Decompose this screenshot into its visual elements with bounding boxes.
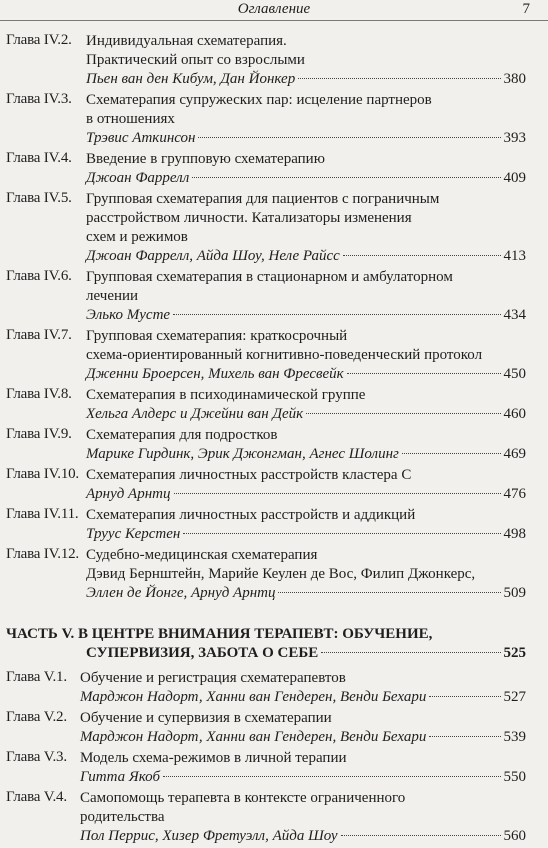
- chapter-authors: Элько Мусте: [86, 307, 171, 323]
- running-header: [0, 0, 548, 21]
- chapter-authors-line: [86, 129, 526, 148]
- chapter-label: Глава V.3.: [6, 749, 67, 765]
- dot-leader: [163, 776, 501, 777]
- chapter-authors-line: [86, 169, 526, 188]
- chapter-body: [86, 466, 526, 504]
- part-iv-chapters: [6, 32, 526, 603]
- chapter-label: Глава IV.7.: [6, 327, 72, 343]
- dot-leader: [341, 835, 501, 836]
- chapter-title-line: схема-ориентированный когнитивно-поведенческий протокол: [86, 347, 483, 363]
- chapter-page: 413: [503, 248, 526, 264]
- chapter-authors-line: [86, 247, 526, 266]
- toc-entry[interactable]: [6, 506, 526, 544]
- dot-leader: [198, 137, 500, 138]
- chapter-body: [86, 546, 526, 603]
- chapter-title-line: Самопомощь терапевта в контексте ограниченного: [80, 790, 406, 806]
- chapter-page: 460: [503, 406, 526, 422]
- part-v-heading[interactable]: [6, 625, 526, 663]
- chapter-authors: Арнуд Арнтц: [86, 486, 171, 502]
- chapter-label: Глава IV.9.: [6, 426, 72, 442]
- chapter-authors-line: [86, 445, 526, 464]
- table-of-contents: [6, 32, 526, 848]
- chapter-page: 527: [503, 689, 526, 705]
- dot-leader: [192, 177, 500, 178]
- chapter-authors: Гитта Якоб: [80, 769, 160, 785]
- chapter-page: 550: [503, 769, 526, 785]
- chapter-label: Глава IV.2.: [6, 32, 72, 48]
- chapter-authors: Джоан Фаррелл, Айда Шоу, Неле Райсс: [86, 248, 340, 264]
- chapter-label: Глава IV.11.: [6, 506, 79, 522]
- chapter-page: 498: [503, 526, 526, 542]
- chapter-body: [80, 669, 526, 707]
- chapter-authors-line: [86, 365, 526, 384]
- chapter-body: [86, 386, 526, 424]
- part-v-chapters: [6, 669, 526, 846]
- toc-entry[interactable]: [6, 709, 526, 747]
- toc-entry[interactable]: [6, 32, 526, 89]
- chapter-title-line: Групповая схематерапия для пациентов с пограничным: [86, 191, 440, 207]
- chapter-authors: Пол Перрис, Хизер Фретуэлл, Айда Шоу: [80, 828, 338, 844]
- chapter-label: Глава IV.10.: [6, 466, 79, 482]
- chapter-label: Глава V.1.: [6, 669, 67, 685]
- toc-entry[interactable]: [6, 268, 526, 325]
- toc-entry[interactable]: [6, 669, 526, 707]
- chapter-body: [86, 327, 526, 384]
- chapter-title-line: Схематерапия в психодинамической группе: [86, 387, 366, 403]
- chapter-label: Глава IV.12.: [6, 546, 79, 562]
- chapter-body: [86, 268, 526, 325]
- chapter-label: Глава IV.4.: [6, 150, 72, 166]
- part-v-title-line2: [6, 644, 526, 663]
- toc-entry[interactable]: [6, 749, 526, 787]
- chapter-label: Глава IV.8.: [6, 386, 72, 402]
- chapter-page: 409: [503, 170, 526, 186]
- chapter-title-line: Схематерапия супружеских пар: исцеление партнеров: [86, 92, 432, 108]
- chapter-page: 509: [503, 585, 526, 601]
- dot-leader: [343, 255, 501, 256]
- chapter-title-line: Судебно-медицинская схематерапия: [86, 547, 318, 563]
- page-number: 7: [522, 1, 530, 17]
- toc-entry[interactable]: [6, 466, 526, 504]
- dot-leader: [402, 453, 501, 454]
- chapter-authors: Труус Керстен: [86, 526, 181, 542]
- chapter-authors-line: [86, 70, 526, 89]
- chapter-title-line: родительства: [80, 809, 165, 825]
- chapter-title-line: Обучение и супервизия в схематерапии: [80, 710, 332, 726]
- chapter-page: 393: [503, 130, 526, 146]
- chapter-title-line: расстройством личности. Катализаторы изменения: [86, 210, 412, 226]
- chapter-body: [86, 426, 526, 464]
- chapter-page: 539: [503, 729, 526, 745]
- chapter-body: [80, 789, 526, 846]
- chapter-authors-line: [80, 768, 526, 787]
- chapter-title-line: лечении: [86, 288, 139, 304]
- chapter-page: 560: [503, 828, 526, 844]
- chapter-body: [80, 709, 526, 747]
- chapter-title-line: Групповая схематерапия: краткосрочный: [86, 328, 348, 344]
- toc-entry[interactable]: [6, 789, 526, 846]
- running-title: Оглавление: [237, 1, 311, 17]
- chapter-label: Глава IV.6.: [6, 268, 72, 284]
- chapter-authors: Марджон Надорт, Ханни ван Гендерен, Венди Бехари: [80, 689, 427, 705]
- chapter-authors: Дженни Броерсен, Михель ван Фресвейк: [86, 366, 344, 382]
- chapter-body: [86, 190, 526, 266]
- chapter-authors-line: [86, 405, 526, 424]
- chapter-page: 450: [503, 366, 526, 382]
- chapter-title-line: Обучение и регистрация схематерапевтов: [80, 670, 346, 686]
- chapter-authors: Трэвис Аткинсон: [86, 130, 196, 146]
- chapter-title-line: Групповая схематерапия в стационарном и амбулаторном: [86, 269, 453, 285]
- chapter-authors: Марике Гирдинк, Эрик Джонгман, Агнес Шолинг: [86, 446, 399, 462]
- dot-leader: [429, 696, 500, 697]
- toc-entry[interactable]: [6, 426, 526, 464]
- chapter-label: Глава V.2.: [6, 709, 67, 725]
- chapter-title-line: Схематерапия личностных расстройств и аддикций: [86, 507, 416, 523]
- chapter-title-line: Дэвид Бернштейн, Марийе Кеулен де Вос, Филип Джонкерс,: [86, 566, 476, 582]
- toc-entry[interactable]: [6, 386, 526, 424]
- dot-leader: [429, 736, 500, 737]
- chapter-page: 434: [503, 307, 526, 323]
- dot-leader: [173, 314, 500, 315]
- toc-entry[interactable]: [6, 327, 526, 384]
- chapter-authors-line: [80, 688, 526, 707]
- chapter-authors: Марджон Надорт, Ханни ван Гендерен, Венди Бехари: [80, 729, 427, 745]
- chapter-title-line: Практический опыт со взрослыми: [86, 52, 305, 68]
- chapter-body: [86, 506, 526, 544]
- chapter-page: 476: [503, 486, 526, 502]
- chapter-label: Глава IV.3.: [6, 91, 72, 107]
- chapter-authors-line: [80, 827, 526, 846]
- chapter-authors-line: [86, 485, 526, 504]
- chapter-title-line: в отношениях: [86, 111, 175, 127]
- chapter-title-line: Схематерапия личностных расстройств кластера С: [86, 467, 412, 483]
- dot-leader: [298, 78, 500, 79]
- chapter-authors: Пьен ван ден Кибум, Дан Йонкер: [86, 71, 296, 87]
- chapter-title-line: Индивидуальная схематерапия.: [86, 33, 287, 49]
- chapter-title-line: Модель схема-режимов в личной терапии: [80, 750, 347, 766]
- chapter-body: [86, 150, 526, 188]
- chapter-body: [80, 749, 526, 787]
- part-v-title-line1: ЧАСТЬ V. В ЦЕНТРЕ ВНИМАНИЯ ТЕРАПЕВТ: ОБУЧЕНИЕ,: [6, 626, 433, 642]
- chapter-authors-line: [86, 525, 526, 544]
- dot-leader: [321, 652, 500, 653]
- chapter-authors-line: [86, 584, 526, 603]
- toc-entry[interactable]: [6, 91, 526, 148]
- chapter-authors-line: [86, 306, 526, 325]
- chapter-page: 380: [503, 71, 526, 87]
- toc-entry[interactable]: [6, 190, 526, 266]
- chapter-authors: Джоан Фаррелл: [86, 170, 190, 186]
- chapter-label: Глава V.4.: [6, 789, 67, 805]
- toc-entry[interactable]: [6, 546, 526, 603]
- dot-leader: [278, 592, 500, 593]
- chapter-title-line: Схематерапия для подростков: [86, 427, 278, 443]
- part-v-title-line2-text: СУПЕРВИЗИЯ, ЗАБОТА О СЕБЕ: [86, 645, 319, 661]
- chapter-body: [86, 32, 526, 89]
- chapter-body: [86, 91, 526, 148]
- chapter-authors: Эллен де Йонге, Арнуд Арнтц: [86, 585, 276, 601]
- chapter-page: 469: [503, 446, 526, 462]
- part-v-page: 525: [503, 645, 526, 661]
- dot-leader: [183, 533, 500, 534]
- chapter-authors: Хельга Алдерс и Джейни ван Дейк: [86, 406, 304, 422]
- chapter-authors-line: [80, 728, 526, 747]
- dot-leader: [174, 493, 501, 494]
- toc-entry[interactable]: [6, 150, 526, 188]
- chapter-label: Глава IV.5.: [6, 190, 72, 206]
- chapter-title-line: схем и режимов: [86, 229, 188, 245]
- chapter-title-line: Введение в групповую схематерапию: [86, 151, 325, 167]
- dot-leader: [347, 373, 501, 374]
- dot-leader: [306, 413, 500, 414]
